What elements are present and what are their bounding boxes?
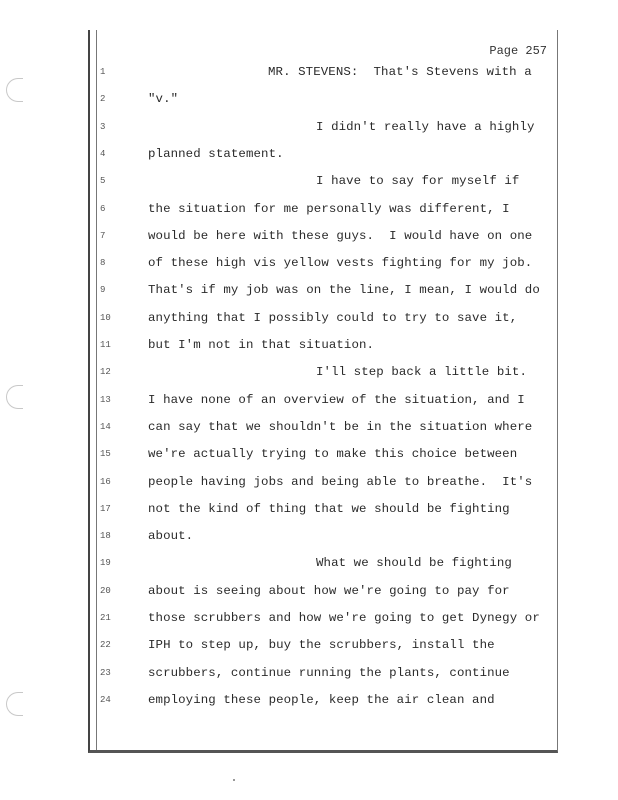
- line-text: I didn't really have a highly: [316, 119, 535, 134]
- transcript-line: [0, 65, 618, 92]
- line-number: 10: [100, 312, 111, 323]
- line-number: 21: [100, 613, 111, 623]
- line-text: the situation for me personally was different, I: [148, 201, 510, 216]
- transcript-line: [0, 393, 618, 420]
- line-text: about is seeing about how we're going to pay for: [148, 583, 510, 598]
- line-text: MR. STEVENS: That's Stevens with a: [268, 65, 532, 79]
- line-number: 18: [100, 531, 111, 542]
- line-text: can say that we shouldn't be in the situation where: [148, 419, 533, 434]
- line-text: I'll step back a little bit.: [316, 365, 527, 380]
- line-number: 6: [100, 203, 106, 214]
- transcript-line: [0, 611, 618, 638]
- line-number: 20: [100, 585, 111, 596]
- line-number: 16: [100, 476, 111, 487]
- transcript-line: [0, 693, 618, 720]
- line-text: of these high vis yellow vests fighting for my job.: [148, 256, 533, 271]
- line-number: 13: [100, 394, 111, 405]
- transcript-line: [0, 556, 618, 583]
- transcript-line: [0, 638, 618, 665]
- scan-speck: [233, 779, 235, 781]
- line-text: scrubbers, continue running the plants, continue: [148, 665, 510, 680]
- transcript-line: [0, 666, 618, 693]
- line-text: That's if my job was on the line, I mean, I would do: [148, 283, 540, 298]
- line-number: 9: [100, 285, 106, 296]
- line-text: "v.": [148, 92, 179, 107]
- transcript-line: [0, 447, 618, 474]
- line-number: 12: [100, 367, 111, 378]
- line-text: anything that I possibly could to try to save it,: [148, 310, 518, 325]
- line-number: 11: [100, 340, 111, 350]
- line-number: 7: [100, 230, 106, 241]
- line-number: 3: [100, 121, 106, 132]
- transcript-line: [0, 147, 618, 174]
- transcript-line: [0, 256, 618, 283]
- line-number: 8: [100, 258, 106, 269]
- page-number: Page 257: [489, 44, 547, 58]
- line-number: 23: [100, 667, 111, 678]
- line-number: 19: [100, 558, 111, 569]
- transcript-line: [0, 311, 618, 338]
- line-text: I have none of an overview of the situation, and I: [148, 392, 525, 407]
- transcript-line: [0, 92, 618, 119]
- line-text: people having jobs and being able to breathe. It's: [148, 474, 533, 489]
- line-number: 2: [100, 94, 106, 105]
- line-number: 14: [100, 421, 111, 432]
- transcript-line: [0, 529, 618, 556]
- transcript-line: [0, 174, 618, 201]
- transcript-line: [0, 475, 618, 502]
- transcript-line: [0, 202, 618, 229]
- transcript-line: [0, 283, 618, 310]
- line-number: 22: [100, 640, 111, 651]
- line-text: not the kind of thing that we should be fighting: [148, 501, 510, 516]
- line-text: employing these people, keep the air clean and: [148, 692, 495, 707]
- line-text: those scrubbers and how we're going to get Dynegy or: [148, 611, 540, 625]
- transcript-line: [0, 338, 618, 365]
- line-text: planned statement.: [148, 146, 284, 161]
- transcript-line: [0, 502, 618, 529]
- line-number: 1: [100, 67, 106, 77]
- line-number: 17: [100, 503, 111, 514]
- line-number: 24: [100, 694, 111, 705]
- line-text: about.: [148, 529, 194, 544]
- transcript-line: [0, 584, 618, 611]
- line-text: but I'm not in that situation.: [148, 338, 375, 352]
- line-number: 15: [100, 449, 111, 460]
- line-text: would be here with these guys. I would have on one: [148, 228, 533, 243]
- transcript-line: [0, 420, 618, 447]
- line-text: IPH to step up, buy the scrubbers, install the: [148, 638, 495, 653]
- line-text: we're actually trying to make this choice between: [148, 447, 518, 462]
- line-text: What we should be fighting: [316, 556, 512, 571]
- transcript-line: [0, 120, 618, 147]
- transcript-line: [0, 365, 618, 392]
- line-number: 4: [100, 148, 106, 159]
- line-text: I have to say for myself if: [316, 174, 520, 189]
- transcript-line: [0, 229, 618, 256]
- line-number: 5: [100, 176, 106, 187]
